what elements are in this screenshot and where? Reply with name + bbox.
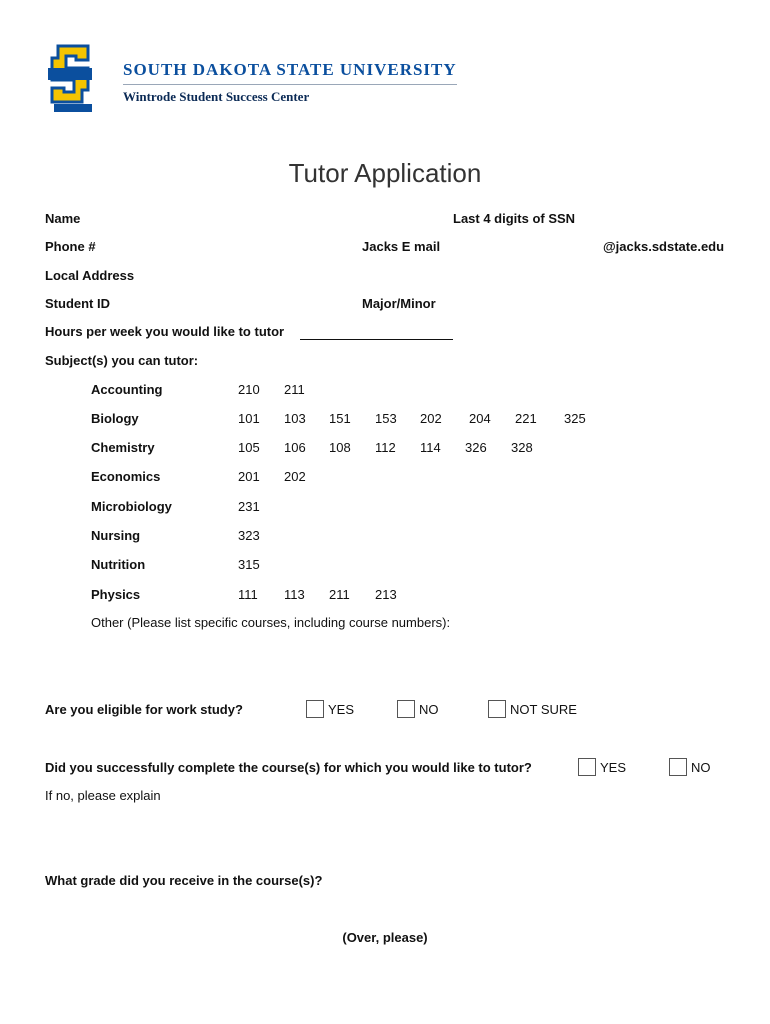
course-number: 201 (238, 469, 260, 484)
subject-name: Chemistry (91, 440, 155, 455)
completed-yes-checkbox[interactable] (578, 758, 596, 776)
work-study-no-label: NO (419, 702, 439, 717)
work-study-yes-checkbox[interactable] (306, 700, 324, 718)
course-number: 103 (284, 411, 306, 426)
hours-label: Hours per week you would like to tutor (45, 324, 285, 339)
course-number: 151 (329, 411, 351, 426)
local-address-label: Local Address (45, 268, 135, 283)
subject-name: Biology (91, 411, 139, 426)
course-number: 204 (469, 411, 491, 426)
header-divider (123, 84, 457, 85)
center-name: Wintrode Student Success Center (123, 89, 310, 104)
course-number: 211 (284, 382, 305, 397)
ssn-label: Last 4 digits of SSN (453, 211, 576, 226)
course-number: 112 (375, 440, 396, 455)
completed-no-checkbox[interactable] (669, 758, 687, 776)
course-number: 106 (284, 440, 306, 455)
completed-yes-label: YES (600, 760, 627, 775)
work-study-not-sure-label: NOT SURE (510, 702, 577, 717)
subject-name: Nutrition (91, 557, 146, 572)
subject-name: Physics (91, 587, 141, 602)
course-number: 231 (238, 499, 260, 514)
student-id-label: Student ID (45, 296, 110, 311)
course-number: 101 (238, 411, 260, 426)
course-number: 213 (375, 587, 397, 602)
course-number: 108 (329, 440, 351, 455)
course-number: 202 (284, 469, 306, 484)
course-number: 153 (375, 411, 397, 426)
work-study-question: Are you eligible for work study? (45, 702, 243, 717)
course-number: 113 (284, 587, 305, 602)
work-study-not-sure-checkbox[interactable] (488, 700, 506, 718)
jacks-email-label: Jacks E mail (362, 239, 441, 254)
subjects-heading: Subject(s) you can tutor: (45, 353, 199, 368)
name-label: Name (45, 211, 81, 226)
course-number: 202 (420, 411, 442, 426)
course-number: 325 (564, 411, 586, 426)
course-number: 315 (238, 557, 260, 572)
completed-question: Did you successfully complete the course(s) for which you would like to tutor? (45, 760, 532, 775)
subject-name: Microbiology (91, 499, 172, 514)
university-name: SOUTH DAKOTA STATE UNIVERSITY (123, 60, 457, 79)
course-number: 114 (420, 440, 441, 455)
sdsu-logo-icon (44, 44, 96, 116)
course-number: 111 (238, 587, 258, 602)
work-study-yes-label: YES (328, 702, 355, 717)
subject-name: Accounting (91, 382, 163, 397)
course-number: 210 (238, 382, 260, 397)
grade-question: What grade did you receive in the course(s)? (45, 873, 323, 888)
completed-no-label: NO (691, 760, 711, 775)
course-number: 221 (515, 411, 537, 426)
subject-name: Economics (91, 469, 161, 484)
course-number: 105 (238, 440, 260, 455)
course-number: 211 (329, 587, 350, 602)
footer-note: (Over, please) (342, 930, 428, 945)
email-domain: @jacks.sdstate.edu (603, 239, 725, 254)
phone-label: Phone # (45, 239, 96, 254)
explain-label: If no, please explain (45, 788, 161, 803)
course-number: 326 (465, 440, 487, 455)
course-number: 323 (238, 528, 260, 543)
hours-input-line[interactable] (300, 339, 453, 340)
course-number: 328 (511, 440, 533, 455)
page-title: Tutor Application (288, 158, 482, 188)
work-study-no-checkbox[interactable] (397, 700, 415, 718)
other-courses-label: Other (Please list specific courses, including course numbers): (91, 615, 451, 630)
subject-name: Nursing (91, 528, 141, 543)
major-minor-label: Major/Minor (362, 296, 436, 311)
